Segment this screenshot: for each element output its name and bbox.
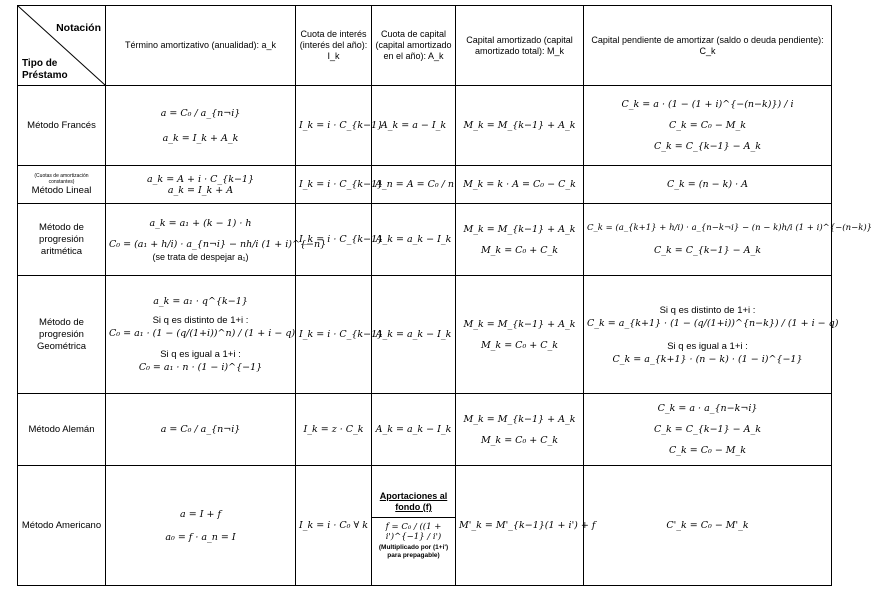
formula: M_k = C₀ + C_k xyxy=(480,244,559,256)
formula: C_k = a_{k+1} · (n − k) · (1 − i)^{−1} xyxy=(612,353,803,365)
formula: M_k = k · A = C₀ − C_k xyxy=(463,179,576,190)
formula: a = C₀ / a_{n¬i} xyxy=(160,424,241,435)
formula: C₀ = a₁ · (1 − (q/(1+i))^n) / (1 + i − q) xyxy=(109,328,296,339)
geometrica-term xyxy=(106,276,296,394)
formula: C_k = C_{k−1} − A_k xyxy=(653,141,761,152)
formula: C_k = a · (1 − (1 + i)^{−(n−k)}) / i xyxy=(621,99,794,110)
formula: I_k = i · C_{k−1} xyxy=(299,234,384,245)
formula: C_k = (n − k) · A xyxy=(667,179,748,190)
lineal-interest xyxy=(296,166,384,204)
header-term xyxy=(106,6,296,86)
formula: a_k = I_k + A xyxy=(167,184,234,196)
lineal-label: Método Lineal xyxy=(31,184,92,196)
header-term-label: Término amortizativo (anualidad): a_k xyxy=(124,40,277,50)
prepagable-note: (Multiplicado por (1+i') para prepagable) xyxy=(378,544,449,559)
lineal-term xyxy=(106,166,296,204)
header-capital-quota xyxy=(372,6,456,86)
formula: M_k = C₀ + C_k xyxy=(480,339,559,351)
americano-pending xyxy=(584,466,832,586)
lineal-capital-quota xyxy=(372,166,456,204)
formula: A_k = a − I_k xyxy=(380,120,447,131)
formula: M_k = M_{k−1} + A_k xyxy=(463,413,576,425)
lineal-pending xyxy=(584,166,832,204)
formula: M'_k = M'_{k−1}(1 + i') + f xyxy=(459,520,596,531)
formula: C'_k = C₀ − M'_k xyxy=(666,520,749,531)
aleman-capital-quota xyxy=(372,394,456,466)
formula: M_k = M_{k−1} + A_k xyxy=(463,120,576,131)
loan-type-label: Tipo de Préstamo xyxy=(22,58,68,81)
header-pending-label: Capital pendiente de amortizar (saldo o deuda pendiente): C_k xyxy=(591,34,824,56)
row-label-aritmetica: Método de progresión aritmética xyxy=(18,204,106,276)
formula: a_k = a₁ · q^{k−1} xyxy=(153,296,248,307)
formula: M_k = M_{k−1} + A_k xyxy=(463,223,576,235)
formula: M_k = M_{k−1} + A_k xyxy=(463,318,576,330)
aleman-pending xyxy=(584,394,832,466)
americano-amortized xyxy=(456,466,596,586)
formula: A_k = a_k − I_k xyxy=(375,424,452,435)
geometrica-pending xyxy=(584,276,839,394)
row-aritmetica xyxy=(18,204,832,276)
header-row xyxy=(18,6,832,86)
header-amortized-label: Capital amortizado (capital amortizado total): M_k xyxy=(466,34,573,56)
formula: I_k = i · C_{k−1} xyxy=(299,179,384,190)
geometrica-amortized xyxy=(456,276,584,394)
amortization-table xyxy=(17,5,872,586)
aleman-interest xyxy=(296,394,372,466)
aritmetica-amortized xyxy=(456,204,584,276)
formula: a = C₀ / a_{n¬i} xyxy=(160,107,241,119)
aritmetica-capital-quota xyxy=(372,204,456,276)
corner-header-cell xyxy=(18,6,106,86)
americano-term xyxy=(106,466,296,586)
row-label-geometrica: Método de progresión Geométrica xyxy=(18,276,106,394)
condition-text: Si q es igual a 1+i : xyxy=(667,340,748,352)
frances-capital-quota xyxy=(372,86,456,166)
condition-text: Si q es distinto de 1+i : xyxy=(659,304,756,316)
lineal-note: (Cuotas de amortización constantes) xyxy=(34,172,89,185)
formula: C_k = a_{k+1} · (1 − (q/(1+i))^{n−k}) / (1 + i − q) xyxy=(587,317,839,329)
aritmetica-pending xyxy=(584,204,872,276)
frances-term xyxy=(106,86,296,166)
formula: I_k = i · C₀ ∀ k xyxy=(299,520,368,531)
header-pending xyxy=(584,6,832,86)
row-label-frances: Método Francés xyxy=(18,86,106,166)
header-amortized xyxy=(456,6,584,86)
aritmetica-term xyxy=(106,204,327,276)
frances-interest xyxy=(296,86,384,166)
formula: A_n = A = C₀ / n xyxy=(375,179,455,190)
formula: A_k = a_k − I_k xyxy=(375,329,452,340)
formula: I_k = i · C_{k−1} xyxy=(299,329,384,340)
header-interest-label: Cuota de interés (interés del año): I_k xyxy=(299,29,368,61)
formula: a = I + f xyxy=(180,508,221,520)
aritmetica-interest xyxy=(296,204,384,276)
row-label-americano: Método Americano xyxy=(18,466,106,586)
header-interest xyxy=(296,6,372,86)
lineal-amortized xyxy=(456,166,584,204)
formula: C_k = C₀ − M_k xyxy=(668,120,747,131)
aleman-amortized xyxy=(456,394,584,466)
divider xyxy=(372,517,455,518)
row-frances xyxy=(18,86,832,166)
formula: C_k = a · a_{n−k¬i} xyxy=(657,403,758,414)
notation-label: Notación xyxy=(56,22,101,34)
row-label-lineal xyxy=(18,166,106,204)
frances-amortized xyxy=(456,86,584,166)
header-capital-quota-label: Cuota de capital (capital amortizado en el año): A_k xyxy=(375,29,452,61)
formula: C_k = C_{k−1} − A_k xyxy=(653,245,761,256)
formula: A_k = a_k − I_k xyxy=(375,234,452,245)
aleman-term xyxy=(106,394,296,466)
formula: a_k = I_k + A_k xyxy=(162,132,239,144)
formula: C_k = C_{k−1} − A_k xyxy=(653,424,761,435)
formula: f = C₀ / ((1 + i')^{−1} / i') xyxy=(385,522,442,542)
geometrica-capital-quota xyxy=(372,276,456,394)
formula: a₀ = f · a_n = I xyxy=(165,531,236,543)
formula: C_k = (a_{k+1} + h/i) · a_{n−k¬i} − (n − k)h/i (1 + i)^{−(n−k)} xyxy=(587,223,872,233)
americano-interest xyxy=(296,466,372,586)
frances-pending xyxy=(584,86,832,166)
row-label-aleman: Método Alemán xyxy=(18,394,106,466)
americano-capital-quota xyxy=(372,466,456,586)
formula: M_k = C₀ + C_k xyxy=(480,434,559,446)
condition-text: Si q es distinto de 1+i : xyxy=(152,315,249,326)
formula: C₀ = a₁ · n · (1 − i)^{−1} xyxy=(138,362,263,373)
formula: a_k = A + i · C_{k−1} xyxy=(147,173,254,185)
formula: I_k = z · C_k xyxy=(303,424,364,435)
condition-text: Si q es igual a 1+i : xyxy=(160,349,241,360)
formula: C₀ = (a₁ + h/i) · a_{n¬i} − nh/i (1 + i)^{−n} xyxy=(109,238,327,250)
geometrica-interest xyxy=(296,276,384,394)
row-aleman xyxy=(18,394,832,466)
formula: C_k = C₀ − M_k xyxy=(668,445,747,456)
row-americano xyxy=(18,466,832,586)
row-geometrica xyxy=(18,276,832,394)
row-lineal xyxy=(18,166,832,204)
formula: a_k = a₁ + (k − 1) · h xyxy=(149,217,252,229)
formula: I_k = i · C_{k−1} xyxy=(299,120,384,131)
fondo-title: Aportaciones al fondo (f) xyxy=(379,491,448,512)
despejar-note: (se trata de despejar a₁) xyxy=(152,251,249,262)
